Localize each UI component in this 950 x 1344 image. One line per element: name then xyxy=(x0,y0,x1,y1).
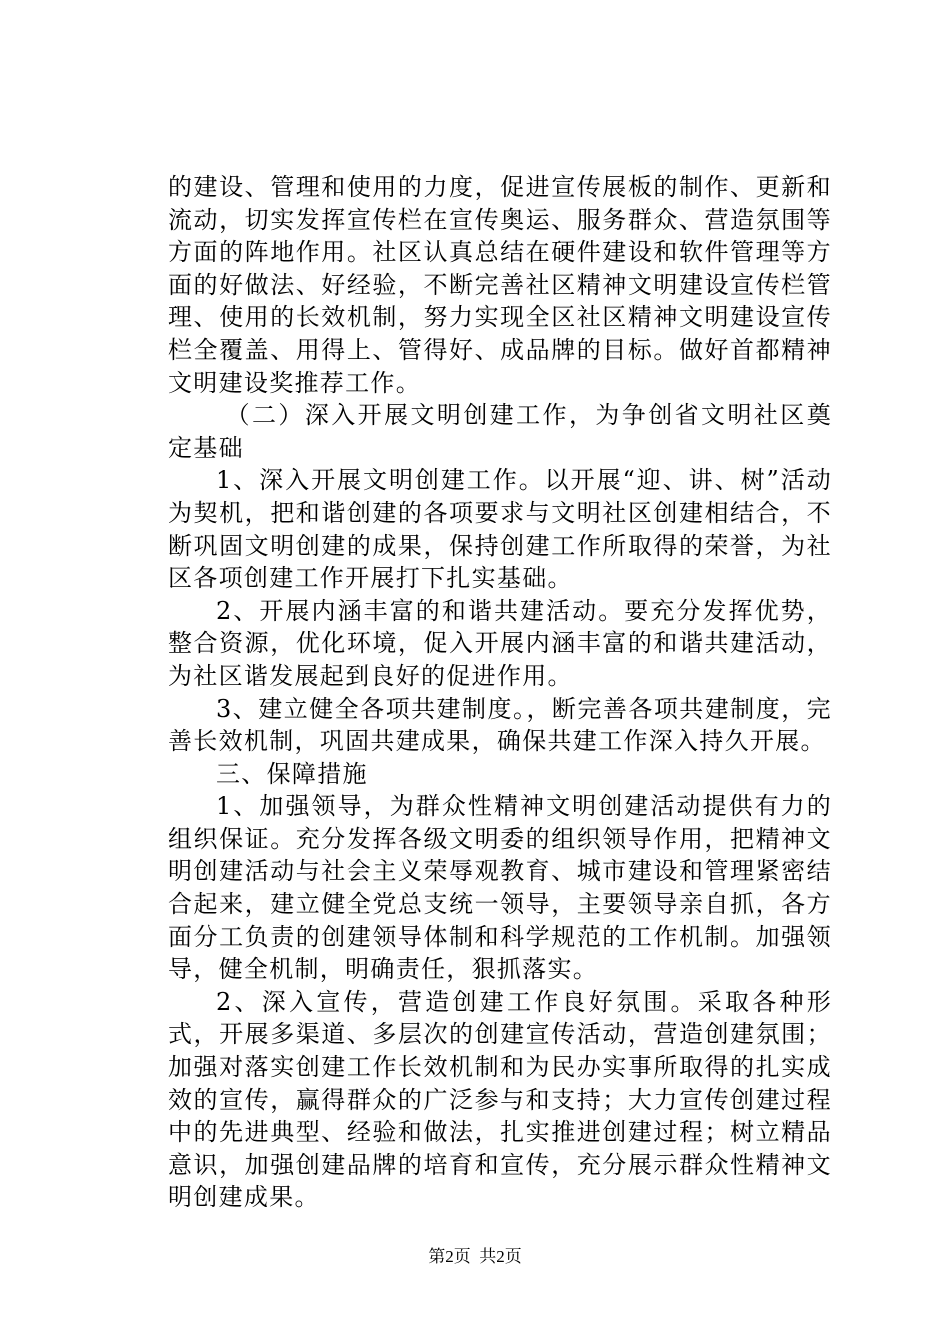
paragraph-item-3: 3、建立健全各项共建制度。，断完善各项共建制度，完善长效机制，巩固共建成果，确保共建工作深入持久开展。 xyxy=(168,694,832,756)
section-heading-3: 三、保障措施 xyxy=(216,759,368,788)
page-number-label: 第2页 共2页 xyxy=(428,1247,522,1266)
section-heading-2: （二）深入开展文明创建工作，为争创省文明社区奠定基础 xyxy=(168,401,832,462)
paragraph-item-2: 2、开展内涵丰富的和谐共建活动。要充分发挥优势，整合资源，优化环境，促入开展内涵丰富的和谐共建活动，为社区谐发展起到良好的促进作用。 xyxy=(168,596,832,690)
page-footer xyxy=(0,1247,950,1267)
paragraph-measure-2: 2、深入宣传，营造创建工作良好氛围。采取各种形式，开展多渠道、多层次的创建宣传活动，营造创建氛围；加强对落实创建工作长效机制和为民办实事所取得的扎实成效的宣传，赢得群众的广泛参与和支持；大力宣传创建过程中的先进典型、经验和做法，扎实推进创建过程；树立精品意识，加强创建品牌的培育和宣传，充分展示群众性精神文明创建成果。 xyxy=(168,987,832,1212)
paragraph-continuation: 的建设、管理和使用的力度，促进宣传展板的制作、更新和流动，切实发挥宣传栏在宣传奥运、服务群众、营造氛围等方面的阵地作用。社区认真总结在硬件建设和软件管理等方面的好做法、好经验，不断完善社区精神文明建设宣传栏管理、使用的长效机制，努力实现全区社区精神文明建设宣传栏全覆盖、用得上、管得好、成品牌的目标。做好首都精神文明建设奖推荐工作。 xyxy=(168,173,832,397)
document-body xyxy=(168,171,832,1214)
paragraph-measure-1: 1、加强领导，为群众性精神文明创建活动提供有力的组织保证。充分发挥各级文明委的组织领导作用，把精神文明创建活动与社会主义荣辱观教育、城市建设和管理紧密结合起来，建立健全党总支统一领导，主要领导亲自抓，各方面分工负责的创建领导体制和科学规范的工作机制。加强领导，健全机制，明确责任，狠抓落实。 xyxy=(168,792,832,984)
paragraph-item-1: 1、深入开展文明创建工作。以开展“迎、讲、树”活动为契机，把和谐创建的各项要求与文明社区创建相结合，不断巩固文明创建的成果，保持创建工作所取得的荣誉，为社区各项创建工作开展打下扎实基础。 xyxy=(168,466,832,593)
